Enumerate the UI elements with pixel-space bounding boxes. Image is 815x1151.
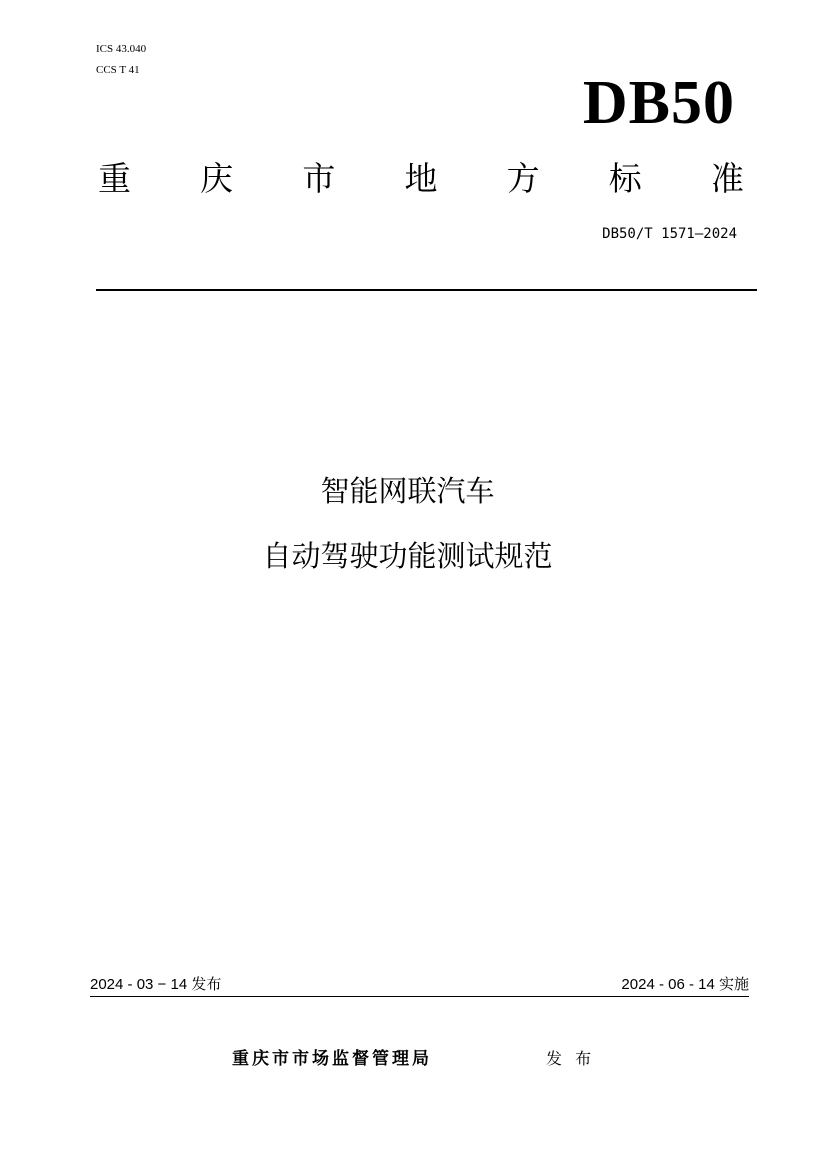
standard-number: DB50/T 1571—2024 [602,226,737,242]
header-divider [96,289,757,291]
standard-type-heading [98,158,744,200]
document-title-line-2: 自动驾驶功能测试规范 [262,539,553,573]
implementation-date: 2024 - 06 - 14 实施 [621,976,749,993]
standard-type-char: 市 [302,159,336,198]
issuing-authority: 重庆市市场监督管理局 [232,1049,432,1069]
standard-type-char: 标 [608,159,642,198]
standard-type-char: 方 [506,159,540,198]
document-title-line-1: 智能网联汽车 [320,474,495,508]
date-row [90,974,749,997]
issuing-action: 发 布 [546,1049,596,1068]
standard-type-char: 庆 [200,159,234,198]
db50-logo: DB50 [582,69,735,137]
standard-type-char: 重 [98,159,131,198]
standard-type-char: 地 [404,159,438,198]
ccs-code: CCS T 41 [96,64,140,76]
issue-date: 2024 - 03 − 14 发布 [90,976,222,993]
standard-type-char: 准 [710,159,744,198]
ics-code: ICS 43.040 [96,43,147,55]
